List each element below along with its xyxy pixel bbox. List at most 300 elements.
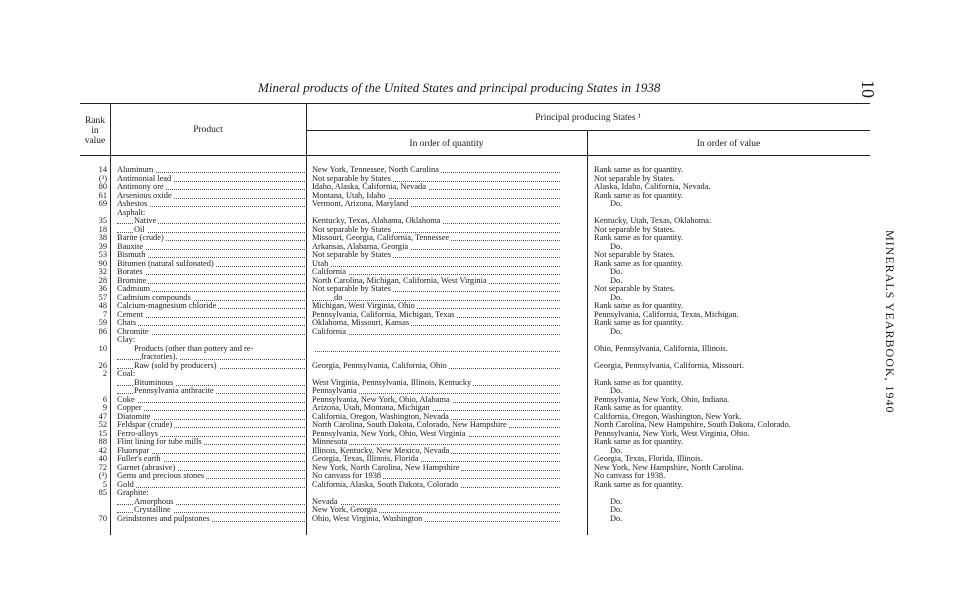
product-cell <box>117 268 307 277</box>
rank-cell: 39 <box>98 241 107 251</box>
product-text: Ferro-alloys <box>117 429 158 438</box>
product-text: Bromine <box>117 276 147 285</box>
product-cell <box>117 277 307 286</box>
product-cell <box>117 217 307 226</box>
quantity-cell <box>312 404 560 413</box>
product-cell <box>117 498 307 507</box>
rank-cell: 86 <box>98 326 107 336</box>
product-text: Fluorspar <box>117 446 150 455</box>
rank-cell: 28 <box>98 275 107 285</box>
product-text: Bitumen (natural sulfonated) <box>117 259 214 268</box>
table-row <box>80 285 880 294</box>
product-cell <box>117 506 307 515</box>
rank-cell: 42 <box>98 445 107 455</box>
quantity-text: Montana, Utah, Idaho <box>312 191 386 200</box>
running-head: MINERALS YEARBOOK, 1940 <box>883 230 897 414</box>
quantity-cell <box>312 251 560 260</box>
quantity-text: Vermont, Arizona, Maryland <box>312 200 409 208</box>
quantity-cell <box>312 175 560 184</box>
table-row <box>80 379 880 388</box>
header-mid-rule <box>306 130 870 131</box>
quantity-text: California, Alaska, South Dakota, Colorado <box>312 480 459 489</box>
product-text: Asbestos <box>117 200 148 208</box>
product-cell <box>117 396 307 405</box>
rank-cell: 90 <box>98 258 107 268</box>
table-row <box>80 515 880 524</box>
dot-leader <box>312 504 560 505</box>
table-title: Mineral products of the United States and principal producing States in 1938 <box>258 80 661 95</box>
header-rank-line2: in <box>91 126 99 136</box>
value-cell: Do. <box>610 496 623 506</box>
quantity-text: California, Oregon, Washington, Nevada <box>312 412 449 421</box>
rank-cell: 52 <box>98 420 107 429</box>
quantity-cell <box>312 489 560 498</box>
table-row <box>80 217 880 226</box>
table-row <box>80 268 880 277</box>
product-text: Copper <box>117 404 142 412</box>
product-text: Grindstones and pulpstones <box>117 514 210 523</box>
quantity-cell <box>312 260 560 269</box>
quantity-cell <box>312 183 560 192</box>
rank-cell: 61 <box>98 190 107 200</box>
value-cell: North Carolina, New Hampshire, South Dakota, Colorado. <box>594 420 791 429</box>
quantity-text: North Carolina, South Dakota, Colorado, New Hampshire <box>312 421 507 429</box>
value-cell: Rank same as for quantity. <box>594 233 683 242</box>
product-cell <box>117 379 307 388</box>
product-cell <box>117 209 307 218</box>
quantity-text: West Virginia, Pennsylvania, Illinois, Kentucky <box>312 378 472 387</box>
quantity-cell <box>312 472 560 481</box>
product-text: Bituminous <box>134 378 174 387</box>
quantity-text: Arkansas, Alabama, Georgia <box>312 242 409 251</box>
value-cell: Kentucky, Utah, Texas, Oklahoma. <box>594 216 712 225</box>
product-cell <box>117 328 307 337</box>
quantity-text: California <box>312 327 346 336</box>
header-rank <box>80 116 110 146</box>
product-cell <box>117 362 307 371</box>
table-row <box>80 506 880 515</box>
rank-cell: 80 <box>98 182 107 191</box>
quantity-text: Pennsylvania, New York, Ohio, West Virginia <box>312 429 466 438</box>
table-row <box>80 277 880 286</box>
quantity-text: Ohio, West Virginia, Washington <box>312 514 423 523</box>
value-cell: Do. <box>610 513 623 523</box>
rank-cell: 32 <box>98 267 107 276</box>
quantity-text: Pennsylvania, New York, Ohio, Alabama <box>312 395 450 404</box>
header-principal-states: Principal producing States ¹ <box>535 113 641 123</box>
value-cell: Rank same as for quantity. <box>594 318 683 327</box>
table-row <box>80 464 880 473</box>
product-cell <box>117 200 307 209</box>
quantity-text: New York, Tennessee, North Carolina <box>312 166 439 174</box>
rank-cell: (³) <box>98 471 107 480</box>
quantity-cell <box>312 319 560 328</box>
product-text: Amorphous <box>134 497 174 506</box>
table-row <box>80 260 880 269</box>
product-cell <box>117 455 307 464</box>
rank-cell: 5 <box>102 479 107 489</box>
quantity-cell <box>312 277 560 286</box>
quantity-cell <box>312 328 560 337</box>
table-row <box>80 481 880 490</box>
value-cell: Not separable by States. <box>594 250 675 259</box>
dot-leader <box>312 266 560 267</box>
quantity-cell <box>312 481 560 490</box>
product-text: Borates <box>117 268 143 276</box>
rank-cell: 40 <box>98 454 107 463</box>
product-text: Feldspar (crude) <box>117 421 173 429</box>
table-row <box>80 396 880 405</box>
header-rank-line3: value <box>84 136 106 146</box>
table-row <box>80 345 880 354</box>
quantity-cell <box>312 294 560 303</box>
quantity-cell <box>312 226 560 235</box>
product-text: Arsenious oxide <box>117 191 172 200</box>
quantity-text <box>312 345 314 353</box>
product-cell <box>117 430 307 439</box>
quantity-cell <box>312 311 560 320</box>
rank-cell: 15 <box>98 428 107 438</box>
quantity-cell <box>312 370 560 379</box>
table-row <box>80 353 880 362</box>
quantity-text: Illinois, Kentucky, New Mexico, Nevada <box>312 446 450 455</box>
product-text: Aluminum <box>117 166 154 174</box>
product-text: Coke <box>117 395 135 404</box>
table-row <box>80 438 880 447</box>
table-row <box>80 294 880 303</box>
value-cell: Do. <box>610 275 623 285</box>
product-text: Chromite <box>117 327 149 336</box>
quantity-text: do <box>334 293 343 302</box>
quantity-cell <box>312 200 560 209</box>
value-cell: Do. <box>610 241 623 251</box>
value-cell: Do. <box>610 292 623 302</box>
dot-leader <box>312 444 560 445</box>
rank-cell: 59 <box>98 318 107 327</box>
product-cell <box>117 166 307 175</box>
product-text: Diatomite <box>117 412 151 421</box>
quantity-text: Not separable by States <box>312 285 391 293</box>
table-row <box>80 166 880 175</box>
value-cell: Alaska, Idaho, California, Nevada. <box>594 182 711 191</box>
product-text: Antimony ore <box>117 183 164 191</box>
quantity-text: Georgia, Pennsylvania, California, Ohio <box>312 361 447 370</box>
product-cell <box>117 260 307 269</box>
value-cell: California, Oregon, Washington, New York. <box>594 411 742 421</box>
table-row <box>80 243 880 252</box>
quantity-cell <box>312 285 560 294</box>
product-text: fractories). <box>141 353 178 361</box>
quantity-cell <box>312 268 560 277</box>
quantity-cell <box>312 396 560 405</box>
product-cell <box>117 302 307 311</box>
product-text: Cadmium <box>117 285 151 293</box>
quantity-cell <box>312 438 560 447</box>
value-cell: Do. <box>610 386 623 395</box>
dot-leader <box>117 317 307 318</box>
page-number: 10 <box>858 80 878 98</box>
value-cell: Georgia, Texas, Florida, Illinois. <box>594 454 703 463</box>
value-cell: Rank same as for quantity. <box>594 258 683 268</box>
table-row <box>80 498 880 507</box>
value-cell: Rank same as for quantity. <box>594 377 683 387</box>
rank-cell: 14 <box>98 165 107 174</box>
quantity-text: Not separable by States <box>312 174 391 183</box>
product-cell <box>117 183 307 192</box>
product-text: Graphite: <box>117 489 149 497</box>
table-row <box>80 404 880 413</box>
value-cell: Pennsylvania, California, Texas, Michigan. <box>594 309 739 319</box>
table-row <box>80 183 880 192</box>
table-row <box>80 489 880 498</box>
product-cell <box>117 353 307 362</box>
quantity-text: Pennsylvania <box>312 387 357 395</box>
product-cell <box>117 226 307 235</box>
rank-cell: 38 <box>98 233 107 242</box>
quantity-text: Oklahoma, Missouri, Kansas <box>312 319 410 327</box>
product-cell <box>117 447 307 456</box>
header-top-rule <box>80 103 870 104</box>
quantity-cell <box>312 464 560 473</box>
rank-cell: 26 <box>98 360 107 370</box>
quantity-cell <box>312 243 560 252</box>
quantity-text: Not separable by States <box>312 225 391 234</box>
quantity-cell <box>312 209 560 218</box>
dot-leader <box>312 351 560 352</box>
quantity-cell <box>312 302 560 311</box>
dot-leader <box>312 274 560 275</box>
product-text: Clay: <box>117 336 136 344</box>
rank-cell: 88 <box>98 437 107 446</box>
dot-leader <box>117 274 307 275</box>
value-cell: Do. <box>610 445 623 455</box>
quantity-cell <box>312 387 560 396</box>
table-row <box>80 336 880 345</box>
table-row <box>80 455 880 464</box>
dot-leader <box>117 325 307 326</box>
quantity-text: Not separable by States <box>312 251 391 259</box>
product-text: Native <box>134 217 157 225</box>
rank-cell: 85 <box>98 488 107 497</box>
table-row <box>80 362 880 371</box>
product-text: Cadmium compounds <box>117 293 191 302</box>
product-text: Coal: <box>117 370 136 378</box>
quantity-cell <box>312 217 560 226</box>
rank-cell: 48 <box>98 301 107 310</box>
product-cell <box>117 421 307 430</box>
rank-cell: 10 <box>98 343 107 353</box>
quantity-text: Idaho, Alaska, California, Nevada <box>312 183 426 191</box>
rank-cell: (²) <box>98 173 107 183</box>
product-cell <box>117 345 307 354</box>
quantity-text: Michigan, West Virginia, Ohio <box>312 302 415 310</box>
quantity-text: Missouri, Georgia, California, Tennessee <box>312 234 450 242</box>
dot-leader <box>312 300 560 301</box>
product-cell <box>117 311 307 320</box>
quantity-cell <box>312 362 560 371</box>
table-row <box>80 302 880 311</box>
quantity-text: North Carolina, Michigan, California, West Virginia <box>312 276 487 285</box>
header-rank-line1: Rank <box>84 116 106 126</box>
value-cell: Rank same as for quantity. <box>594 479 683 489</box>
header-quantity: In order of quantity <box>409 139 484 149</box>
value-cell: Ohio, Pennsylvania, California, Illinois. <box>594 343 728 353</box>
quantity-text: Utah <box>312 259 329 268</box>
quantity-cell <box>312 336 560 345</box>
quantity-text: Kentucky, Texas, Alabama, Oklahoma <box>312 217 441 225</box>
value-cell: Not separable by States. <box>594 173 675 183</box>
quantity-cell <box>312 234 560 243</box>
product-text: Oil <box>134 225 145 234</box>
product-cell <box>117 489 307 498</box>
quantity-text: New York, Georgia <box>312 506 377 514</box>
rank-cell: 47 <box>98 411 107 421</box>
product-cell <box>117 285 307 294</box>
rank-cell: 2 <box>102 369 107 378</box>
table-row <box>80 192 880 201</box>
product-cell <box>117 294 307 303</box>
header-bottom-rule <box>80 155 870 156</box>
product-text: Pennsylvania anthracite <box>134 387 214 395</box>
value-cell: Do. <box>610 199 623 208</box>
value-cell: Do. <box>610 267 623 276</box>
value-cell: Rank same as for quantity. <box>594 437 683 446</box>
rank-cell: 9 <box>102 403 107 412</box>
dot-leader <box>117 487 307 488</box>
product-cell <box>117 370 307 379</box>
product-text: Barite (crude) <box>117 234 164 242</box>
product-text: Flint lining for tube mills <box>117 438 202 446</box>
rank-cell: 6 <box>102 394 107 404</box>
quantity-text <box>312 336 314 344</box>
quantity-cell <box>312 455 560 464</box>
table-row <box>80 200 880 209</box>
product-text: Asphalt: <box>117 208 146 217</box>
quantity-cell <box>312 498 560 507</box>
rank-cell: 7 <box>102 309 107 319</box>
quantity-text: No canvass for 1938 <box>312 472 382 480</box>
product-cell <box>117 413 307 422</box>
value-cell: Rank same as for quantity. <box>594 301 683 310</box>
value-cell: Pennsylvania, New York, West Virginia, Ohio. <box>594 428 750 438</box>
product-cell <box>117 175 307 184</box>
dot-leader <box>117 249 307 250</box>
value-cell: Rank same as for quantity. <box>594 190 683 200</box>
product-cell <box>117 336 307 345</box>
value-cell: New York, New Hampshire, North Carolina. <box>594 462 744 472</box>
product-cell <box>117 387 307 396</box>
table-row <box>80 370 880 379</box>
table-row <box>80 251 880 260</box>
product-cell <box>117 464 307 473</box>
value-cell: Rank same as for quantity. <box>594 165 683 174</box>
value-cell: Pennsylvania, New York, Ohio, Indiana. <box>594 394 730 404</box>
dot-leader <box>117 402 307 403</box>
table-row <box>80 175 880 184</box>
product-text: Gems and precious stones <box>117 472 205 480</box>
rank-cell: 35 <box>98 216 107 225</box>
product-cell <box>117 481 307 490</box>
product-cell <box>117 192 307 201</box>
table-row <box>80 430 880 439</box>
header-value: In order of value <box>696 139 761 149</box>
value-cell: Rank same as for quantity. <box>594 403 683 412</box>
table-row <box>80 447 880 456</box>
quantity-text: Pennsylvania, California, Michigan, Texas <box>312 310 455 319</box>
quantity-text <box>312 353 314 361</box>
product-cell <box>117 515 307 524</box>
table-row <box>80 209 880 218</box>
product-cell <box>117 234 307 243</box>
quantity-cell <box>312 421 560 430</box>
rank-cell: 69 <box>98 199 107 208</box>
table-row <box>80 319 880 328</box>
quantity-text: California <box>312 268 346 276</box>
quantity-cell <box>312 379 560 388</box>
product-text: Crystalline <box>134 506 171 514</box>
quantity-text: Minnesota <box>312 438 348 446</box>
product-text: Products (other than pottery and re- <box>134 344 254 353</box>
quantity-text: Nevada <box>312 497 338 506</box>
quantity-cell <box>312 192 560 201</box>
quantity-cell <box>312 353 560 362</box>
quantity-text <box>312 209 314 217</box>
dot-leader <box>117 410 307 411</box>
quantity-cell <box>312 447 560 456</box>
product-text: Garnet (abrasive) <box>117 463 176 472</box>
quantity-cell <box>312 515 560 524</box>
table-row <box>80 234 880 243</box>
value-cell: Georgia, Pennsylvania, California, Missouri. <box>594 360 744 370</box>
table-row <box>80 387 880 396</box>
product-cell <box>117 319 307 328</box>
quantity-cell <box>312 430 560 439</box>
product-cell <box>117 243 307 252</box>
rank-cell: 53 <box>98 250 107 259</box>
value-cell: No canvass for 1938. <box>594 471 666 480</box>
value-cell: Do. <box>610 505 623 514</box>
product-text: Fuller's earth <box>117 455 161 463</box>
product-cell <box>117 404 307 413</box>
quantity-text: Arizona, Utah, Montana, Michigan <box>312 404 430 412</box>
product-cell <box>117 472 307 481</box>
value-cell: Not separable by States. <box>594 284 675 293</box>
value-cell: Not separable by States. <box>594 224 675 234</box>
quantity-text <box>312 370 314 378</box>
quantity-text <box>312 489 314 497</box>
table-row <box>80 311 880 320</box>
table-row <box>80 226 880 235</box>
quantity-cell <box>312 506 560 515</box>
product-text: Gold <box>117 480 134 489</box>
table-body <box>80 166 880 523</box>
dot-leader <box>312 334 560 335</box>
rank-cell: 72 <box>98 462 107 472</box>
table-row <box>80 421 880 430</box>
product-text: Calcium-magnesium chloride <box>117 302 217 310</box>
header-product: Product <box>193 125 223 135</box>
rank-cell: 18 <box>98 224 107 234</box>
rank-cell: 36 <box>98 284 107 293</box>
table-row <box>80 472 880 481</box>
quantity-text: New York, North Carolina, New Hampshire <box>312 463 460 472</box>
rank-cell: 70 <box>98 513 107 523</box>
quantity-text: Georgia, Texas, Illinois, Florida <box>312 455 419 463</box>
product-text: Raw (sold by producers) <box>134 361 217 370</box>
quantity-cell <box>312 345 560 354</box>
value-cell: Do. <box>610 326 623 336</box>
quantity-cell <box>312 166 560 175</box>
